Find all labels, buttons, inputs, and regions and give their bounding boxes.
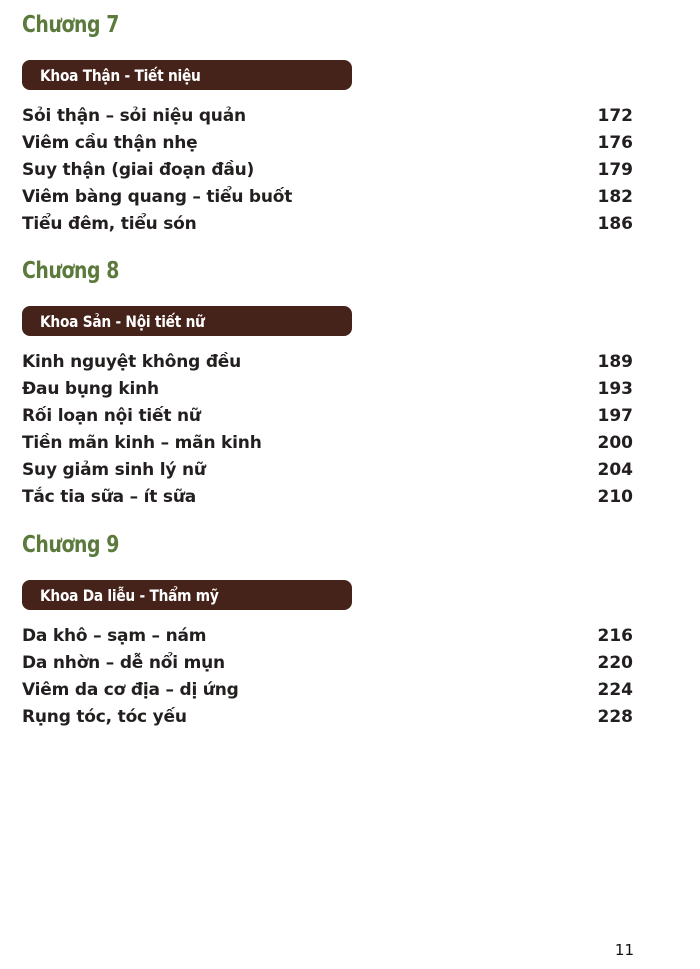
chapter-section-8 xyxy=(22,258,633,510)
toc-entry[interactable] xyxy=(22,676,633,703)
toc-list xyxy=(22,348,633,510)
section-banner xyxy=(22,580,352,610)
toc-entry-label: Suy giảm sinh lý nữ xyxy=(22,459,206,480)
toc-entry-label: Da nhờn – dễ nổi mụn xyxy=(22,652,225,673)
toc-entry-label: Viêm bàng quang – tiểu buốt xyxy=(22,186,293,207)
toc-entry-label: Viêm cầu thận nhẹ xyxy=(22,132,198,153)
toc-entry-page: 216 xyxy=(597,625,633,646)
section-banner xyxy=(22,306,352,336)
toc-entry-label: Tiểu đêm, tiểu són xyxy=(22,213,197,234)
toc-entry[interactable] xyxy=(22,375,633,402)
toc-entry-label: Rối loạn nội tiết nữ xyxy=(22,405,201,426)
toc-entry[interactable] xyxy=(22,429,633,456)
toc-entry-page: 228 xyxy=(597,706,633,727)
toc-entry[interactable] xyxy=(22,129,633,156)
toc-entry-page: 204 xyxy=(597,459,633,480)
toc-entry-label: Kinh nguyệt không đều xyxy=(22,351,242,372)
toc-entry[interactable] xyxy=(22,456,633,483)
toc-entry[interactable] xyxy=(22,183,633,210)
toc-entry-label: Sỏi thận – sỏi niệu quản xyxy=(22,105,246,126)
section-banner-label: Khoa Thận - Tiết niệu xyxy=(40,65,201,85)
chapter-section-9 xyxy=(22,532,633,730)
toc-entry-page: 172 xyxy=(597,105,633,126)
toc-list xyxy=(22,102,633,237)
toc-entry[interactable] xyxy=(22,210,633,237)
toc-entry-page: 224 xyxy=(597,679,633,700)
toc-entry[interactable] xyxy=(22,156,633,183)
toc-entry-page: 193 xyxy=(597,378,633,399)
chapter-title: Chương 8 xyxy=(22,258,119,284)
toc-entry[interactable] xyxy=(22,102,633,129)
chapter-title: Chương 9 xyxy=(22,532,119,558)
toc-entry-page: 186 xyxy=(597,213,633,234)
toc-entry-label: Rụng tóc, tóc yếu xyxy=(22,706,187,727)
toc-entry[interactable] xyxy=(22,649,633,676)
toc-entry[interactable] xyxy=(22,703,633,730)
toc-entry-label: Tiền mãn kinh – mãn kinh xyxy=(22,432,262,453)
toc-entry[interactable] xyxy=(22,348,633,375)
toc-entry[interactable] xyxy=(22,622,633,649)
section-banner-label: Khoa Sản - Nội tiết nữ xyxy=(40,311,205,331)
chapter-title: Chương 7 xyxy=(22,12,119,38)
toc-list xyxy=(22,622,633,730)
toc-entry-label: Đau bụng kinh xyxy=(22,378,159,399)
toc-entry-page: 210 xyxy=(597,486,633,507)
section-banner-label: Khoa Da liễu - Thẩm mỹ xyxy=(40,585,219,605)
chapter-section-7 xyxy=(22,12,633,237)
toc-entry-page: 176 xyxy=(597,132,633,153)
page-number: 11 xyxy=(614,941,634,959)
toc-entry-page: 200 xyxy=(597,432,633,453)
toc-entry-page: 220 xyxy=(597,652,633,673)
toc-entry[interactable] xyxy=(22,483,633,510)
toc-entry-label: Da khô – sạm – nám xyxy=(22,625,207,646)
toc-entry-label: Suy thận (giai đoạn đầu) xyxy=(22,159,255,180)
toc-entry-page: 182 xyxy=(597,186,633,207)
toc-entry-page: 189 xyxy=(597,351,633,372)
toc-entry-label: Viêm da cơ địa – dị ứng xyxy=(22,679,239,700)
toc-entry-page: 197 xyxy=(597,405,633,426)
toc-entry-label: Tắc tia sữa – ít sữa xyxy=(22,486,197,507)
toc-entry-page: 179 xyxy=(597,159,633,180)
section-banner xyxy=(22,60,352,90)
toc-entry[interactable] xyxy=(22,402,633,429)
